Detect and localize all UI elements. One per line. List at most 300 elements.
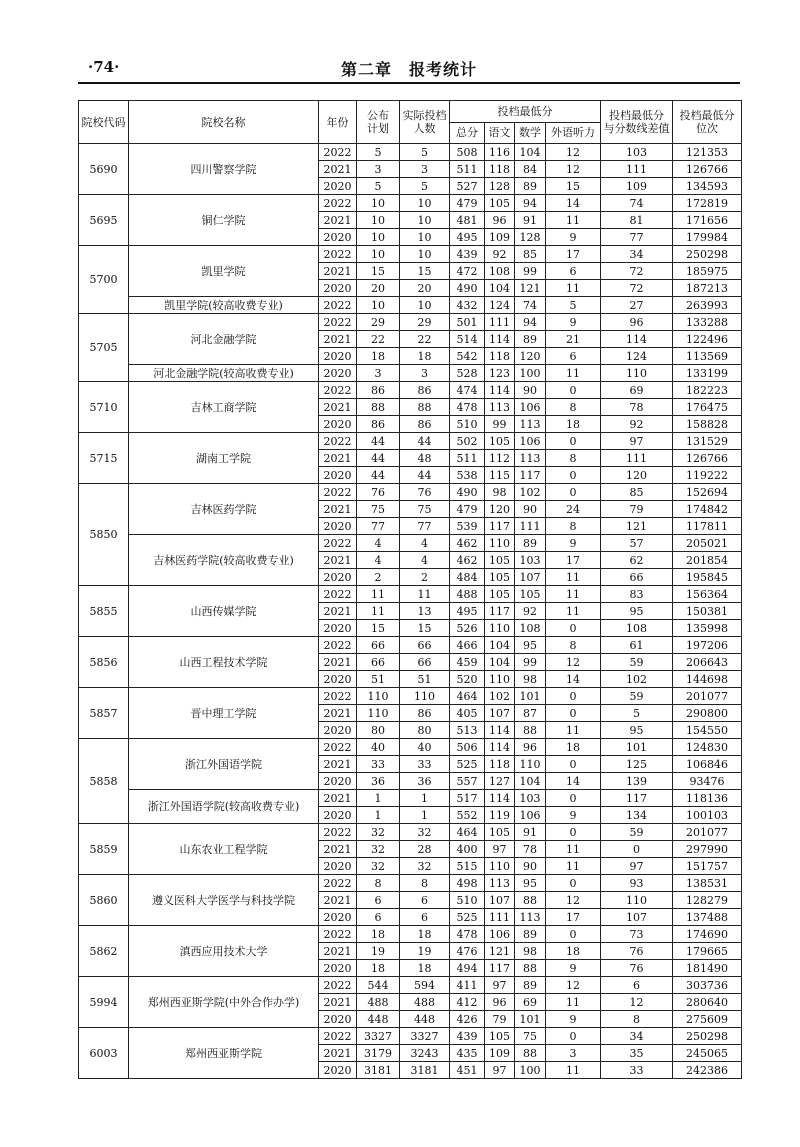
school-code: 5862 xyxy=(79,926,129,977)
cell-diff: 120 xyxy=(601,467,673,484)
cell-math: 113 xyxy=(515,450,546,467)
cell-chinese: 110 xyxy=(485,671,515,688)
cell-plan: 19 xyxy=(357,943,400,960)
cell-listening: 0 xyxy=(546,484,601,501)
cell-plan: 66 xyxy=(357,654,400,671)
cell-total: 462 xyxy=(450,552,485,569)
cell-rank: 245065 xyxy=(673,1045,742,1062)
cell-chinese: 105 xyxy=(485,1028,515,1045)
cell-plan: 32 xyxy=(357,824,400,841)
cell-total: 538 xyxy=(450,467,485,484)
cell-chinese: 107 xyxy=(485,892,515,909)
cell-year: 2022 xyxy=(319,535,357,552)
cell-listening: 11 xyxy=(546,858,601,875)
cell-listening: 6 xyxy=(546,348,601,365)
cell-plan: 18 xyxy=(357,348,400,365)
cell-total: 411 xyxy=(450,977,485,994)
cell-plan: 36 xyxy=(357,773,400,790)
cell-diff: 125 xyxy=(601,756,673,773)
cell-year: 2021 xyxy=(319,705,357,722)
cell-year: 2021 xyxy=(319,654,357,671)
cell-listening: 18 xyxy=(546,943,601,960)
cell-actual: 48 xyxy=(400,450,450,467)
school-name: 滇西应用技术大学 xyxy=(129,926,319,977)
cell-rank: 275609 xyxy=(673,1011,742,1028)
cell-chinese: 105 xyxy=(485,433,515,450)
cell-year: 2020 xyxy=(319,178,357,195)
cell-year: 2022 xyxy=(319,1028,357,1045)
cell-chinese: 110 xyxy=(485,535,515,552)
cell-math: 75 xyxy=(515,1028,546,1045)
cell-plan: 75 xyxy=(357,501,400,518)
cell-math: 99 xyxy=(515,263,546,280)
cell-plan: 1 xyxy=(357,807,400,824)
cell-rank: 128279 xyxy=(673,892,742,909)
header-math: 数学 xyxy=(515,122,546,144)
cell-total: 495 xyxy=(450,603,485,620)
cell-actual: 20 xyxy=(400,280,450,297)
cell-plan: 18 xyxy=(357,960,400,977)
school-code: 5695 xyxy=(79,195,129,246)
table-row xyxy=(79,637,742,654)
cell-diff: 73 xyxy=(601,926,673,943)
cell-year: 2021 xyxy=(319,790,357,807)
cell-plan: 3327 xyxy=(357,1028,400,1045)
cell-chinese: 112 xyxy=(485,450,515,467)
cell-diff: 117 xyxy=(601,790,673,807)
cell-math: 101 xyxy=(515,688,546,705)
cell-plan: 18 xyxy=(357,926,400,943)
cell-rank: 133199 xyxy=(673,365,742,382)
cell-chinese: 106 xyxy=(485,926,515,943)
table-row xyxy=(79,739,742,756)
school-code: 5994 xyxy=(79,977,129,1028)
cell-actual: 75 xyxy=(400,501,450,518)
cell-rank: 297990 xyxy=(673,841,742,858)
cell-listening: 9 xyxy=(546,1011,601,1028)
cell-year: 2020 xyxy=(319,960,357,977)
table-row xyxy=(79,586,742,603)
table-row xyxy=(79,1028,742,1045)
cell-math: 90 xyxy=(515,382,546,399)
school-name: 四川警察学院 xyxy=(129,144,319,195)
cell-math: 84 xyxy=(515,161,546,178)
cell-plan: 29 xyxy=(357,314,400,331)
cell-plan: 10 xyxy=(357,229,400,246)
cell-actual: 40 xyxy=(400,739,450,756)
cell-plan: 488 xyxy=(357,994,400,1011)
cell-chinese: 114 xyxy=(485,722,515,739)
cell-chinese: 104 xyxy=(485,654,515,671)
cell-year: 2021 xyxy=(319,263,357,280)
cell-listening: 11 xyxy=(546,365,601,382)
school-name: 遵义医科大学医学与科技学院 xyxy=(129,875,319,926)
cell-listening: 11 xyxy=(546,841,601,858)
table-row xyxy=(79,484,742,501)
cell-listening: 11 xyxy=(546,1062,601,1079)
cell-rank: 154550 xyxy=(673,722,742,739)
cell-chinese: 119 xyxy=(485,807,515,824)
cell-diff: 66 xyxy=(601,569,673,586)
cell-rank: 187213 xyxy=(673,280,742,297)
cell-year: 2020 xyxy=(319,722,357,739)
cell-plan: 86 xyxy=(357,382,400,399)
cell-math: 100 xyxy=(515,1062,546,1079)
cell-actual: 44 xyxy=(400,433,450,450)
cell-diff: 72 xyxy=(601,280,673,297)
cell-listening: 12 xyxy=(546,654,601,671)
cell-actual: 8 xyxy=(400,875,450,892)
table-row xyxy=(79,195,742,212)
cell-chinese: 111 xyxy=(485,909,515,926)
cell-rank: 126766 xyxy=(673,161,742,178)
header-total: 总分 xyxy=(450,122,485,144)
cell-chinese: 117 xyxy=(485,603,515,620)
school-name: 铜仁学院 xyxy=(129,195,319,246)
school-name: 山东农业工程学院 xyxy=(129,824,319,875)
cell-chinese: 102 xyxy=(485,688,515,705)
cell-rank: 182223 xyxy=(673,382,742,399)
cell-actual: 10 xyxy=(400,212,450,229)
table-row xyxy=(79,297,742,314)
cell-math: 120 xyxy=(515,348,546,365)
cell-chinese: 115 xyxy=(485,467,515,484)
cell-listening: 0 xyxy=(546,382,601,399)
cell-chinese: 105 xyxy=(485,824,515,841)
cell-plan: 6 xyxy=(357,909,400,926)
school-name: 山西工程技术学院 xyxy=(129,637,319,688)
cell-math: 103 xyxy=(515,790,546,807)
cell-rank: 181490 xyxy=(673,960,742,977)
cell-plan: 51 xyxy=(357,671,400,688)
cell-chinese: 79 xyxy=(485,1011,515,1028)
cell-rank: 156364 xyxy=(673,586,742,603)
cell-chinese: 98 xyxy=(485,484,515,501)
header-year: 年份 xyxy=(319,101,357,144)
cell-diff: 5 xyxy=(601,705,673,722)
header-name: 院校名称 xyxy=(129,101,319,144)
cell-actual: 77 xyxy=(400,518,450,535)
cell-rank: 93476 xyxy=(673,773,742,790)
cell-total: 474 xyxy=(450,382,485,399)
cell-chinese: 105 xyxy=(485,552,515,569)
cell-diff: 102 xyxy=(601,671,673,688)
cell-year: 2021 xyxy=(319,841,357,858)
cell-total: 439 xyxy=(450,1028,485,1045)
cell-year: 2020 xyxy=(319,1062,357,1079)
cell-diff: 79 xyxy=(601,501,673,518)
cell-total: 515 xyxy=(450,858,485,875)
cell-chinese: 128 xyxy=(485,178,515,195)
cell-diff: 12 xyxy=(601,994,673,1011)
cell-total: 525 xyxy=(450,909,485,926)
cell-chinese: 121 xyxy=(485,943,515,960)
cell-total: 490 xyxy=(450,280,485,297)
cell-math: 104 xyxy=(515,144,546,161)
cell-diff: 121 xyxy=(601,518,673,535)
cell-diff: 111 xyxy=(601,161,673,178)
school-code: 5858 xyxy=(79,739,129,824)
cell-actual: 28 xyxy=(400,841,450,858)
table-row xyxy=(79,382,742,399)
school-code: 5855 xyxy=(79,586,129,637)
cell-plan: 10 xyxy=(357,246,400,263)
cell-rank: 124830 xyxy=(673,739,742,756)
cell-actual: 33 xyxy=(400,756,450,773)
cell-plan: 110 xyxy=(357,705,400,722)
cell-listening: 17 xyxy=(546,909,601,926)
cell-plan: 33 xyxy=(357,756,400,773)
cell-rank: 280640 xyxy=(673,994,742,1011)
cell-plan: 44 xyxy=(357,450,400,467)
cell-diff: 97 xyxy=(601,433,673,450)
cell-plan: 77 xyxy=(357,518,400,535)
cell-chinese: 111 xyxy=(485,314,515,331)
school-code: 5700 xyxy=(79,246,129,314)
cell-math: 89 xyxy=(515,535,546,552)
cell-rank: 137488 xyxy=(673,909,742,926)
cell-actual: 88 xyxy=(400,399,450,416)
cell-math: 91 xyxy=(515,212,546,229)
cell-rank: 133288 xyxy=(673,314,742,331)
cell-math: 87 xyxy=(515,705,546,722)
cell-actual: 3243 xyxy=(400,1045,450,1062)
cell-total: 488 xyxy=(450,586,485,603)
cell-plan: 8 xyxy=(357,875,400,892)
cell-chinese: 96 xyxy=(485,994,515,1011)
school-name: 浙江外国语学院 xyxy=(129,739,319,790)
cell-chinese: 124 xyxy=(485,297,515,314)
cell-chinese: 92 xyxy=(485,246,515,263)
cell-diff: 77 xyxy=(601,229,673,246)
cell-total: 476 xyxy=(450,943,485,960)
cell-diff: 0 xyxy=(601,841,673,858)
cell-diff: 81 xyxy=(601,212,673,229)
cell-rank: 121353 xyxy=(673,144,742,161)
cell-listening: 9 xyxy=(546,960,601,977)
cell-math: 101 xyxy=(515,1011,546,1028)
cell-plan: 448 xyxy=(357,1011,400,1028)
cell-diff: 96 xyxy=(601,314,673,331)
cell-year: 2020 xyxy=(319,858,357,875)
cell-plan: 80 xyxy=(357,722,400,739)
cell-plan: 1 xyxy=(357,790,400,807)
cell-chinese: 116 xyxy=(485,144,515,161)
cell-actual: 19 xyxy=(400,943,450,960)
cell-listening: 0 xyxy=(546,705,601,722)
cell-actual: 66 xyxy=(400,637,450,654)
cell-listening: 8 xyxy=(546,518,601,535)
cell-actual: 32 xyxy=(400,824,450,841)
header-rank: 投档最低分 位次 xyxy=(673,101,742,144)
cell-diff: 101 xyxy=(601,739,673,756)
cell-total: 495 xyxy=(450,229,485,246)
table-row xyxy=(79,875,742,892)
cell-listening: 0 xyxy=(546,824,601,841)
cell-listening: 0 xyxy=(546,1028,601,1045)
cell-year: 2022 xyxy=(319,195,357,212)
cell-listening: 17 xyxy=(546,246,601,263)
cell-rank: 206643 xyxy=(673,654,742,671)
cell-diff: 35 xyxy=(601,1045,673,1062)
cell-actual: 6 xyxy=(400,892,450,909)
cell-listening: 12 xyxy=(546,161,601,178)
cell-actual: 18 xyxy=(400,348,450,365)
cell-plan: 10 xyxy=(357,195,400,212)
cell-math: 92 xyxy=(515,603,546,620)
cell-listening: 9 xyxy=(546,314,601,331)
cell-total: 501 xyxy=(450,314,485,331)
cell-rank: 179665 xyxy=(673,943,742,960)
cell-rank: 176475 xyxy=(673,399,742,416)
cell-plan: 3 xyxy=(357,161,400,178)
school-name: 晋中理工学院 xyxy=(129,688,319,739)
cell-math: 89 xyxy=(515,926,546,943)
cell-plan: 22 xyxy=(357,331,400,348)
cell-year: 2021 xyxy=(319,552,357,569)
cell-total: 426 xyxy=(450,1011,485,1028)
cell-math: 106 xyxy=(515,433,546,450)
cell-total: 464 xyxy=(450,688,485,705)
cell-plan: 3179 xyxy=(357,1045,400,1062)
cell-total: 479 xyxy=(450,501,485,518)
cell-total: 484 xyxy=(450,569,485,586)
cell-chinese: 105 xyxy=(485,195,515,212)
table-row xyxy=(79,144,742,161)
cell-listening: 14 xyxy=(546,773,601,790)
cell-math: 104 xyxy=(515,773,546,790)
cell-chinese: 113 xyxy=(485,399,515,416)
table-row xyxy=(79,688,742,705)
cell-year: 2022 xyxy=(319,637,357,654)
cell-total: 412 xyxy=(450,994,485,1011)
cell-actual: 5 xyxy=(400,144,450,161)
cell-year: 2020 xyxy=(319,671,357,688)
school-name: 凯里学院 xyxy=(129,246,319,297)
cell-year: 2022 xyxy=(319,314,357,331)
cell-diff: 6 xyxy=(601,977,673,994)
cell-chinese: 118 xyxy=(485,348,515,365)
cell-listening: 11 xyxy=(546,569,601,586)
cell-year: 2022 xyxy=(319,824,357,841)
cell-year: 2020 xyxy=(319,1011,357,1028)
cell-listening: 11 xyxy=(546,994,601,1011)
cell-math: 88 xyxy=(515,722,546,739)
cell-listening: 0 xyxy=(546,790,601,807)
header-diff: 投档最低分 与分数线差值 xyxy=(601,101,673,144)
cell-math: 88 xyxy=(515,1045,546,1062)
cell-year: 2021 xyxy=(319,331,357,348)
cell-math: 106 xyxy=(515,807,546,824)
cell-year: 2022 xyxy=(319,297,357,314)
cell-plan: 4 xyxy=(357,535,400,552)
cell-year: 2021 xyxy=(319,1045,357,1062)
cell-diff: 83 xyxy=(601,586,673,603)
cell-diff: 69 xyxy=(601,382,673,399)
table-row xyxy=(79,926,742,943)
cell-total: 526 xyxy=(450,620,485,637)
cell-total: 490 xyxy=(450,484,485,501)
cell-actual: 51 xyxy=(400,671,450,688)
cell-total: 513 xyxy=(450,722,485,739)
cell-listening: 6 xyxy=(546,263,601,280)
cell-total: 435 xyxy=(450,1045,485,1062)
cell-math: 96 xyxy=(515,739,546,756)
school-code: 5857 xyxy=(79,688,129,739)
cell-diff: 95 xyxy=(601,722,673,739)
cell-plan: 3 xyxy=(357,365,400,382)
page-number: ·74· xyxy=(88,58,120,76)
cell-rank: 150381 xyxy=(673,603,742,620)
cell-rank: 185975 xyxy=(673,263,742,280)
cell-rank: 250298 xyxy=(673,246,742,263)
cell-math: 100 xyxy=(515,365,546,382)
cell-rank: 131529 xyxy=(673,433,742,450)
cell-actual: 76 xyxy=(400,484,450,501)
cell-actual: 3 xyxy=(400,365,450,382)
cell-actual: 80 xyxy=(400,722,450,739)
cell-diff: 59 xyxy=(601,824,673,841)
cell-actual: 66 xyxy=(400,654,450,671)
cell-rank: 106846 xyxy=(673,756,742,773)
cell-listening: 12 xyxy=(546,977,601,994)
cell-year: 2020 xyxy=(319,280,357,297)
cell-actual: 10 xyxy=(400,229,450,246)
cell-rank: 171656 xyxy=(673,212,742,229)
cell-listening: 9 xyxy=(546,535,601,552)
cell-plan: 15 xyxy=(357,620,400,637)
cell-year: 2022 xyxy=(319,688,357,705)
cell-year: 2020 xyxy=(319,909,357,926)
cell-total: 506 xyxy=(450,739,485,756)
cell-listening: 3 xyxy=(546,1045,601,1062)
cell-plan: 11 xyxy=(357,586,400,603)
cell-diff: 59 xyxy=(601,688,673,705)
chapter-title: 第二章 报考统计 xyxy=(340,60,477,79)
cell-plan: 76 xyxy=(357,484,400,501)
cell-plan: 5 xyxy=(357,178,400,195)
cell-rank: 197206 xyxy=(673,637,742,654)
cell-year: 2022 xyxy=(319,875,357,892)
cell-rank: 263993 xyxy=(673,297,742,314)
cell-actual: 110 xyxy=(400,688,450,705)
cell-math: 103 xyxy=(515,552,546,569)
cell-year: 2020 xyxy=(319,365,357,382)
cell-total: 405 xyxy=(450,705,485,722)
cell-actual: 1 xyxy=(400,790,450,807)
school-name: 吉林医药学院(较高收费专业) xyxy=(129,535,319,586)
cell-chinese: 123 xyxy=(485,365,515,382)
cell-actual: 594 xyxy=(400,977,450,994)
cell-math: 91 xyxy=(515,824,546,841)
cell-plan: 3181 xyxy=(357,1062,400,1079)
cell-actual: 11 xyxy=(400,586,450,603)
table-row xyxy=(79,246,742,263)
cell-chinese: 107 xyxy=(485,705,515,722)
cell-actual: 18 xyxy=(400,926,450,943)
cell-year: 2021 xyxy=(319,161,357,178)
cell-year: 2021 xyxy=(319,212,357,229)
cell-year: 2021 xyxy=(319,501,357,518)
cell-listening: 0 xyxy=(546,620,601,637)
table-row xyxy=(79,365,742,382)
cell-listening: 11 xyxy=(546,280,601,297)
cell-math: 85 xyxy=(515,246,546,263)
cell-diff: 85 xyxy=(601,484,673,501)
cell-total: 510 xyxy=(450,416,485,433)
cell-chinese: 104 xyxy=(485,637,515,654)
cell-math: 95 xyxy=(515,875,546,892)
